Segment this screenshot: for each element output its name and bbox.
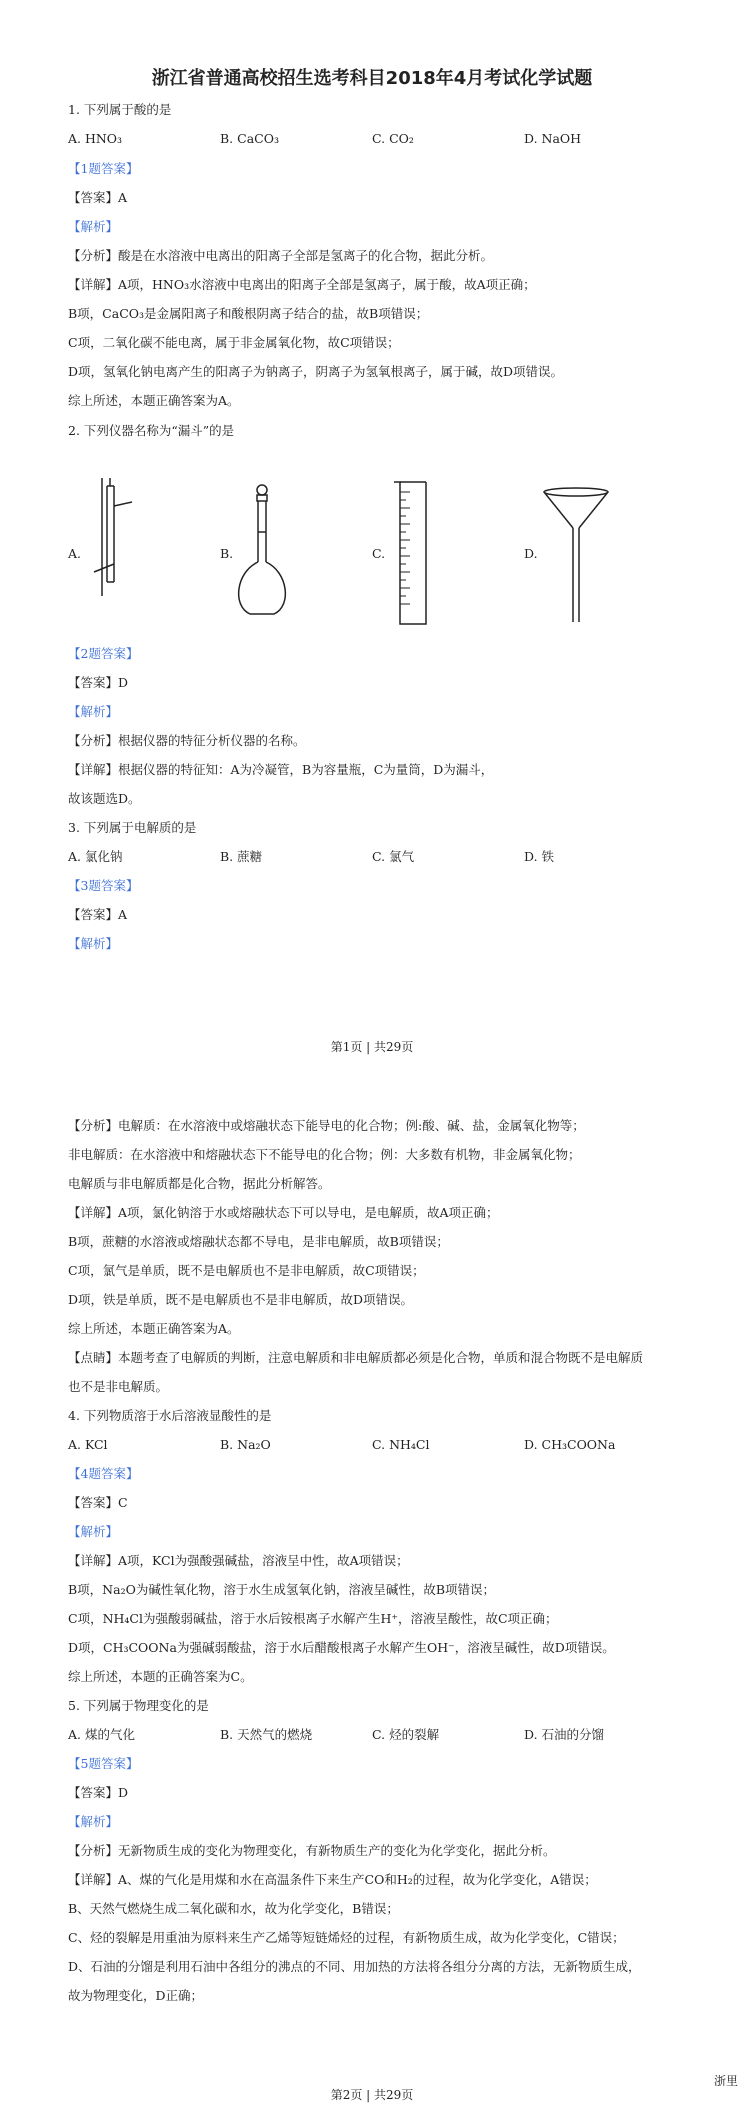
answer: 【答案】D [68,675,129,690]
question-stem: 2. 下列仪器名称为“漏斗”的是 [68,423,235,438]
detail-line: 综上所述，本题正确答案为A。 [68,393,240,408]
analysis-label: 【解析】 [68,704,119,719]
option-d: D. [524,546,538,561]
option-b: B. Na₂O [220,1437,271,1452]
question-stem: 3. 下列属于电解质的是 [68,820,197,835]
answer-tag: 【2题答案】 [68,646,139,661]
option-d: D. 铁 [524,849,555,864]
detail-line: 综上所述，本题的正确答案为C。 [68,1669,253,1684]
detail-line: B项，CaCO₃是金属阳离子和酸根阴离子结合的盐，故B项错误； [68,306,429,321]
detail-line: D、石油的分馏是利用石油中各组分的沸点的不同、用加热的方法将各组分分离的方法，无新物质生成， [68,1959,641,1974]
funnel-image [540,486,620,626]
question-stem: 1. 下列属于酸的是 [68,102,172,117]
detail-line: B项，Na₂O为碱性氧化物，溶于水生成氢氧化钠，溶液呈碱性，故B项错误； [68,1582,496,1597]
option-a: A. 煤的气化 [68,1727,135,1742]
option-a: A. [68,546,82,561]
answer-tag: 【3题答案】 [68,878,139,893]
analysis-text: 非电解质：在水溶液中和熔融状态下不能导电的化合物；例：大多数有机物，非金属氧化物； [68,1147,581,1162]
option-c: C. [372,546,386,561]
tip-line: 【点睛】本题考查了电解质的判断，注意电解质和非电解质都必须是化合物，单质和混合物既不是电解质 [68,1350,644,1365]
detail-line: D项，CH₃COONa为强碱弱酸盐，溶于水后醋酸根离子水解产生OH⁻，溶液呈碱性，故D项错误。 [68,1640,615,1655]
tip-line: 也不是非电解质。 [68,1379,169,1394]
option-b: B. 天然气的燃烧 [220,1727,313,1742]
detail-line: D项，氢氧化钠电离产生的阳离子为钠离子，阴离子为氢氧根离子，属于碱，故D项错误。 [68,364,564,379]
answer: 【答案】A [68,190,128,205]
page-footer: 第2页 | 共29页 [330,2088,414,2102]
option-c: C. 氯气 [372,849,415,864]
option-c: C. 烃的裂解 [372,1727,440,1742]
detail-line: 故为物理变化，D正确； [68,1988,204,2003]
analysis-text: 【分析】电解质：在水溶液中或熔融状态下能导电的化合物；例:酸、碱、盐，金属氧化物等； [68,1118,585,1133]
option-b: B. [220,546,234,561]
answer-tag: 【5题答案】 [68,1756,139,1771]
graduated-cylinder-image [386,478,436,630]
analysis-label: 【解析】 [68,219,119,234]
analysis-label: 【解析】 [68,1524,119,1539]
analysis-label: 【解析】 [68,936,119,951]
detail-line: C项，NH₄Cl为强酸弱碱盐，溶于水后铵根离子水解产生H⁺，溶液呈酸性，故C项正确； [68,1611,558,1626]
detail-line: D项，铁是单质，既不是电解质也不是非电解质，故D项错误。 [68,1292,414,1307]
answer: 【答案】D [68,1785,129,1800]
answer-tag: 【1题答案】 [68,161,139,176]
analysis-text: 【分析】根据仪器的特征分析仪器的名称。 [68,733,306,748]
question-stem: 5. 下列属于物理变化的是 [68,1698,209,1713]
answer: 【答案】A [68,907,128,922]
watermark-text: 浙里 [713,2074,738,2088]
option-d: D. CH₃COONa [524,1437,616,1452]
option-d: D. NaOH [524,131,582,146]
detail-line: B、天然气燃烧生成二氧化碳和水，故为化学变化，B错误； [68,1901,399,1916]
option-a: A. 氯化钠 [68,849,123,864]
analysis-label: 【解析】 [68,1814,119,1829]
detail-line: C、烃的裂解是用重油为原料来生产乙烯等短链烯烃的过程，有新物质生成，故为化学变化，C错误； [68,1930,625,1945]
analysis-text: 电解质与非电解质都是化合物，据此分析解答。 [68,1176,331,1191]
condenser-image [80,478,140,598]
option-c: C. CO₂ [372,131,414,146]
analysis-text: 【分析】酸是在水溶液中电离出的阳离子全部是氢离子的化合物，据此分析。 [68,248,494,263]
answer: 【答案】C [68,1495,128,1510]
option-d: D. 石油的分馏 [524,1727,605,1742]
option-c: C. NH₄Cl [372,1437,430,1452]
detail-line: 综上所述，本题正确答案为A。 [68,1321,240,1336]
detail-line: B项，蔗糖的水溶液或熔融状态都不导电，是非电解质，故B项错误； [68,1234,449,1249]
analysis-text: 【分析】无新物质生成的变化为物理变化，有新物质生产的变化为化学变化，据此分析。 [68,1843,556,1858]
page-title: 浙江省普通高校招生选考科目2018年4月考试化学试题 [151,68,593,89]
detail-line: 【详解】A项，氯化钠溶于水或熔融状态下可以导电，是电解质，故A项正确； [68,1205,499,1220]
detail-line: 故该题选D。 [68,791,141,806]
detail-line: C项，氯气是单质，既不是电解质也不是非电解质，故C项错误； [68,1263,425,1278]
detail-line: 【详解】A、煤的气化是用煤和水在高温条件下来生产CO和H₂的过程，故为化学变化，A错误； [68,1872,597,1887]
option-b: B. 蔗糖 [220,849,263,864]
question-stem: 4. 下列物质溶于水后溶液显酸性的是 [68,1408,272,1423]
detail-line: C项，二氧化碳不能电离，属于非金属氧化物，故C项错误； [68,335,400,350]
volumetric-flask-image [232,484,292,624]
option-a: A. KCl [68,1437,108,1452]
option-a: A. HNO₃ [68,131,123,146]
detail-line: 【详解】A项，KCl为强酸强碱盐，溶液呈中性，故A项错误； [68,1553,409,1568]
detail-line: 【详解】A项，HNO₃水溶液中电离出的阳离子全部是氢离子，属于酸，故A项正确； [68,277,536,292]
answer-tag: 【4题答案】 [68,1466,139,1481]
option-b: B. CaCO₃ [220,131,279,146]
detail-line: 【详解】根据仪器的特征知：A为冷凝管，B为容量瓶，C为量筒，D为漏斗， [68,762,494,777]
page-footer: 第1页 | 共29页 [330,1040,414,1054]
